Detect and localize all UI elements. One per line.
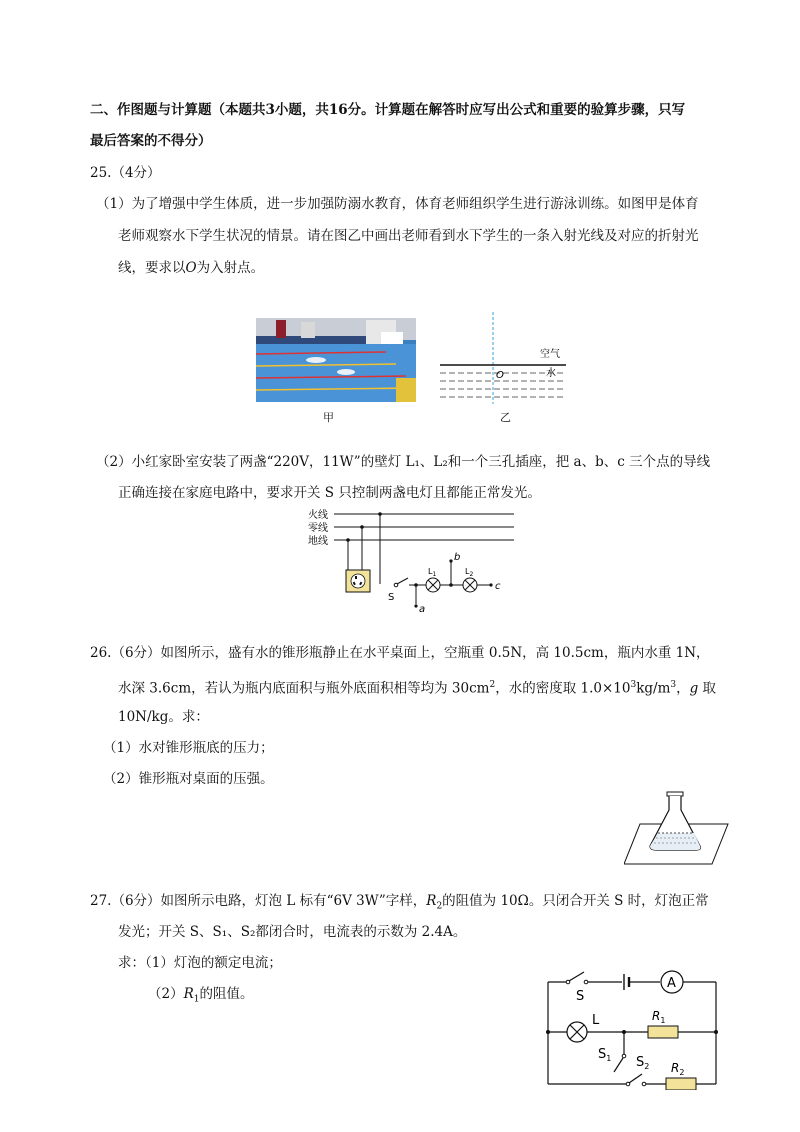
r2-label: $R_2$: [671, 1061, 685, 1077]
point-o-label: O: [496, 370, 504, 381]
q26-line3: 10N/kg。求：: [118, 709, 209, 725]
q27-ask2: $(2)R_1$的阻值。: [148, 986, 254, 1005]
live-wire-label: 火线: [308, 510, 328, 521]
refraction-diagram: [436, 312, 572, 412]
q25-p2-line1: （2）小红家卧室安装了两盏“220V，11W”的壁灯 L₁、L₂和一个三孔插座，把 a、b、c 三个点的导线: [96, 454, 711, 470]
lamp-l2-label: $L_2$: [465, 567, 474, 578]
q26-line1: 26.（6分）如图所示，盛有水的锥形瓶静止在水平桌面上，空瓶重 0.5N，高 10.5cm，瓶内水重 1N，: [90, 645, 710, 661]
conical-flask: [646, 790, 706, 852]
q27-ask1: 求：（1）灯泡的额定电流；: [118, 955, 282, 971]
q27-line1: 27.（6分）如图所示电路，灯泡 L 标有“6V 3W”字样，$R_2$的阻值为 10Ω。只闭合开关 S 时，灯泡正常: [90, 893, 709, 912]
pool-photo: [256, 318, 416, 402]
q26-sub2: （2）锥形瓶对桌面的压强。: [103, 771, 274, 787]
r1-label: $R_1$: [652, 1009, 666, 1025]
lamp-l-label: L: [592, 1013, 600, 1028]
q25-p1-line1: （1）为了增强中学生体质，进一步加强防溺水教育，体育老师组织学生进行游泳训练。如图甲是体育: [96, 196, 699, 212]
q25-header: 25.（4分）: [90, 165, 161, 181]
section-title-line2: 最后答案的不得分）: [90, 133, 212, 149]
switch-s-label: S: [388, 592, 395, 603]
air-label: 空气: [540, 349, 560, 360]
ammeter-label: A: [667, 976, 676, 991]
point-a-label: a: [419, 604, 426, 615]
point-b-label: b: [454, 552, 461, 563]
neutral-wire-label: 零线: [308, 523, 328, 534]
water-label: 水: [546, 368, 556, 379]
switch-s2-label: $S_2$: [636, 1055, 650, 1071]
q25-p1-line2: 老师观察水下学生状况的情景。请在图乙中画出老师看到水下学生的一条入射光线及对应的折射光: [118, 228, 699, 244]
q27-line2: 发光；开关 S、S₁、S₂都闭合时，电流表的示数为 2.4A。: [118, 924, 467, 940]
q26-sub1: （1）水对锥形瓶底的压力；: [103, 740, 274, 756]
fig-b-caption: 乙: [500, 411, 511, 424]
q26-line2: 水深 3.6cm，若认为瓶内底面积与瓶外底面积相等均为 $30cm^2$，水的密度取 $1.0\times 10^3kg/m^3$，g 取: [118, 680, 717, 697]
ground-wire-label: 地线: [308, 536, 328, 547]
fig-a-caption: 甲: [323, 411, 334, 424]
switch-s1-label: $S_1$: [598, 1047, 612, 1063]
section-title-line1: 二、作图题与计算题（本题共3小题，共16分。计算题在解答时应写出公式和重要的验算步骤，只写: [90, 102, 686, 118]
switch-s-label: S: [576, 989, 585, 1004]
q25-p2-line2: 正确连接在家庭电路中，要求开关 S 只控制两盏电灯且都能正常发光。: [118, 485, 541, 501]
q25-p1-line3: 线，要求以O为入射点。: [118, 260, 265, 276]
household-circuit: [300, 504, 522, 616]
lamp-l1-label: $L_1$: [428, 567, 437, 578]
q27-circuit: [540, 962, 724, 1090]
point-c-label: c: [495, 581, 501, 592]
